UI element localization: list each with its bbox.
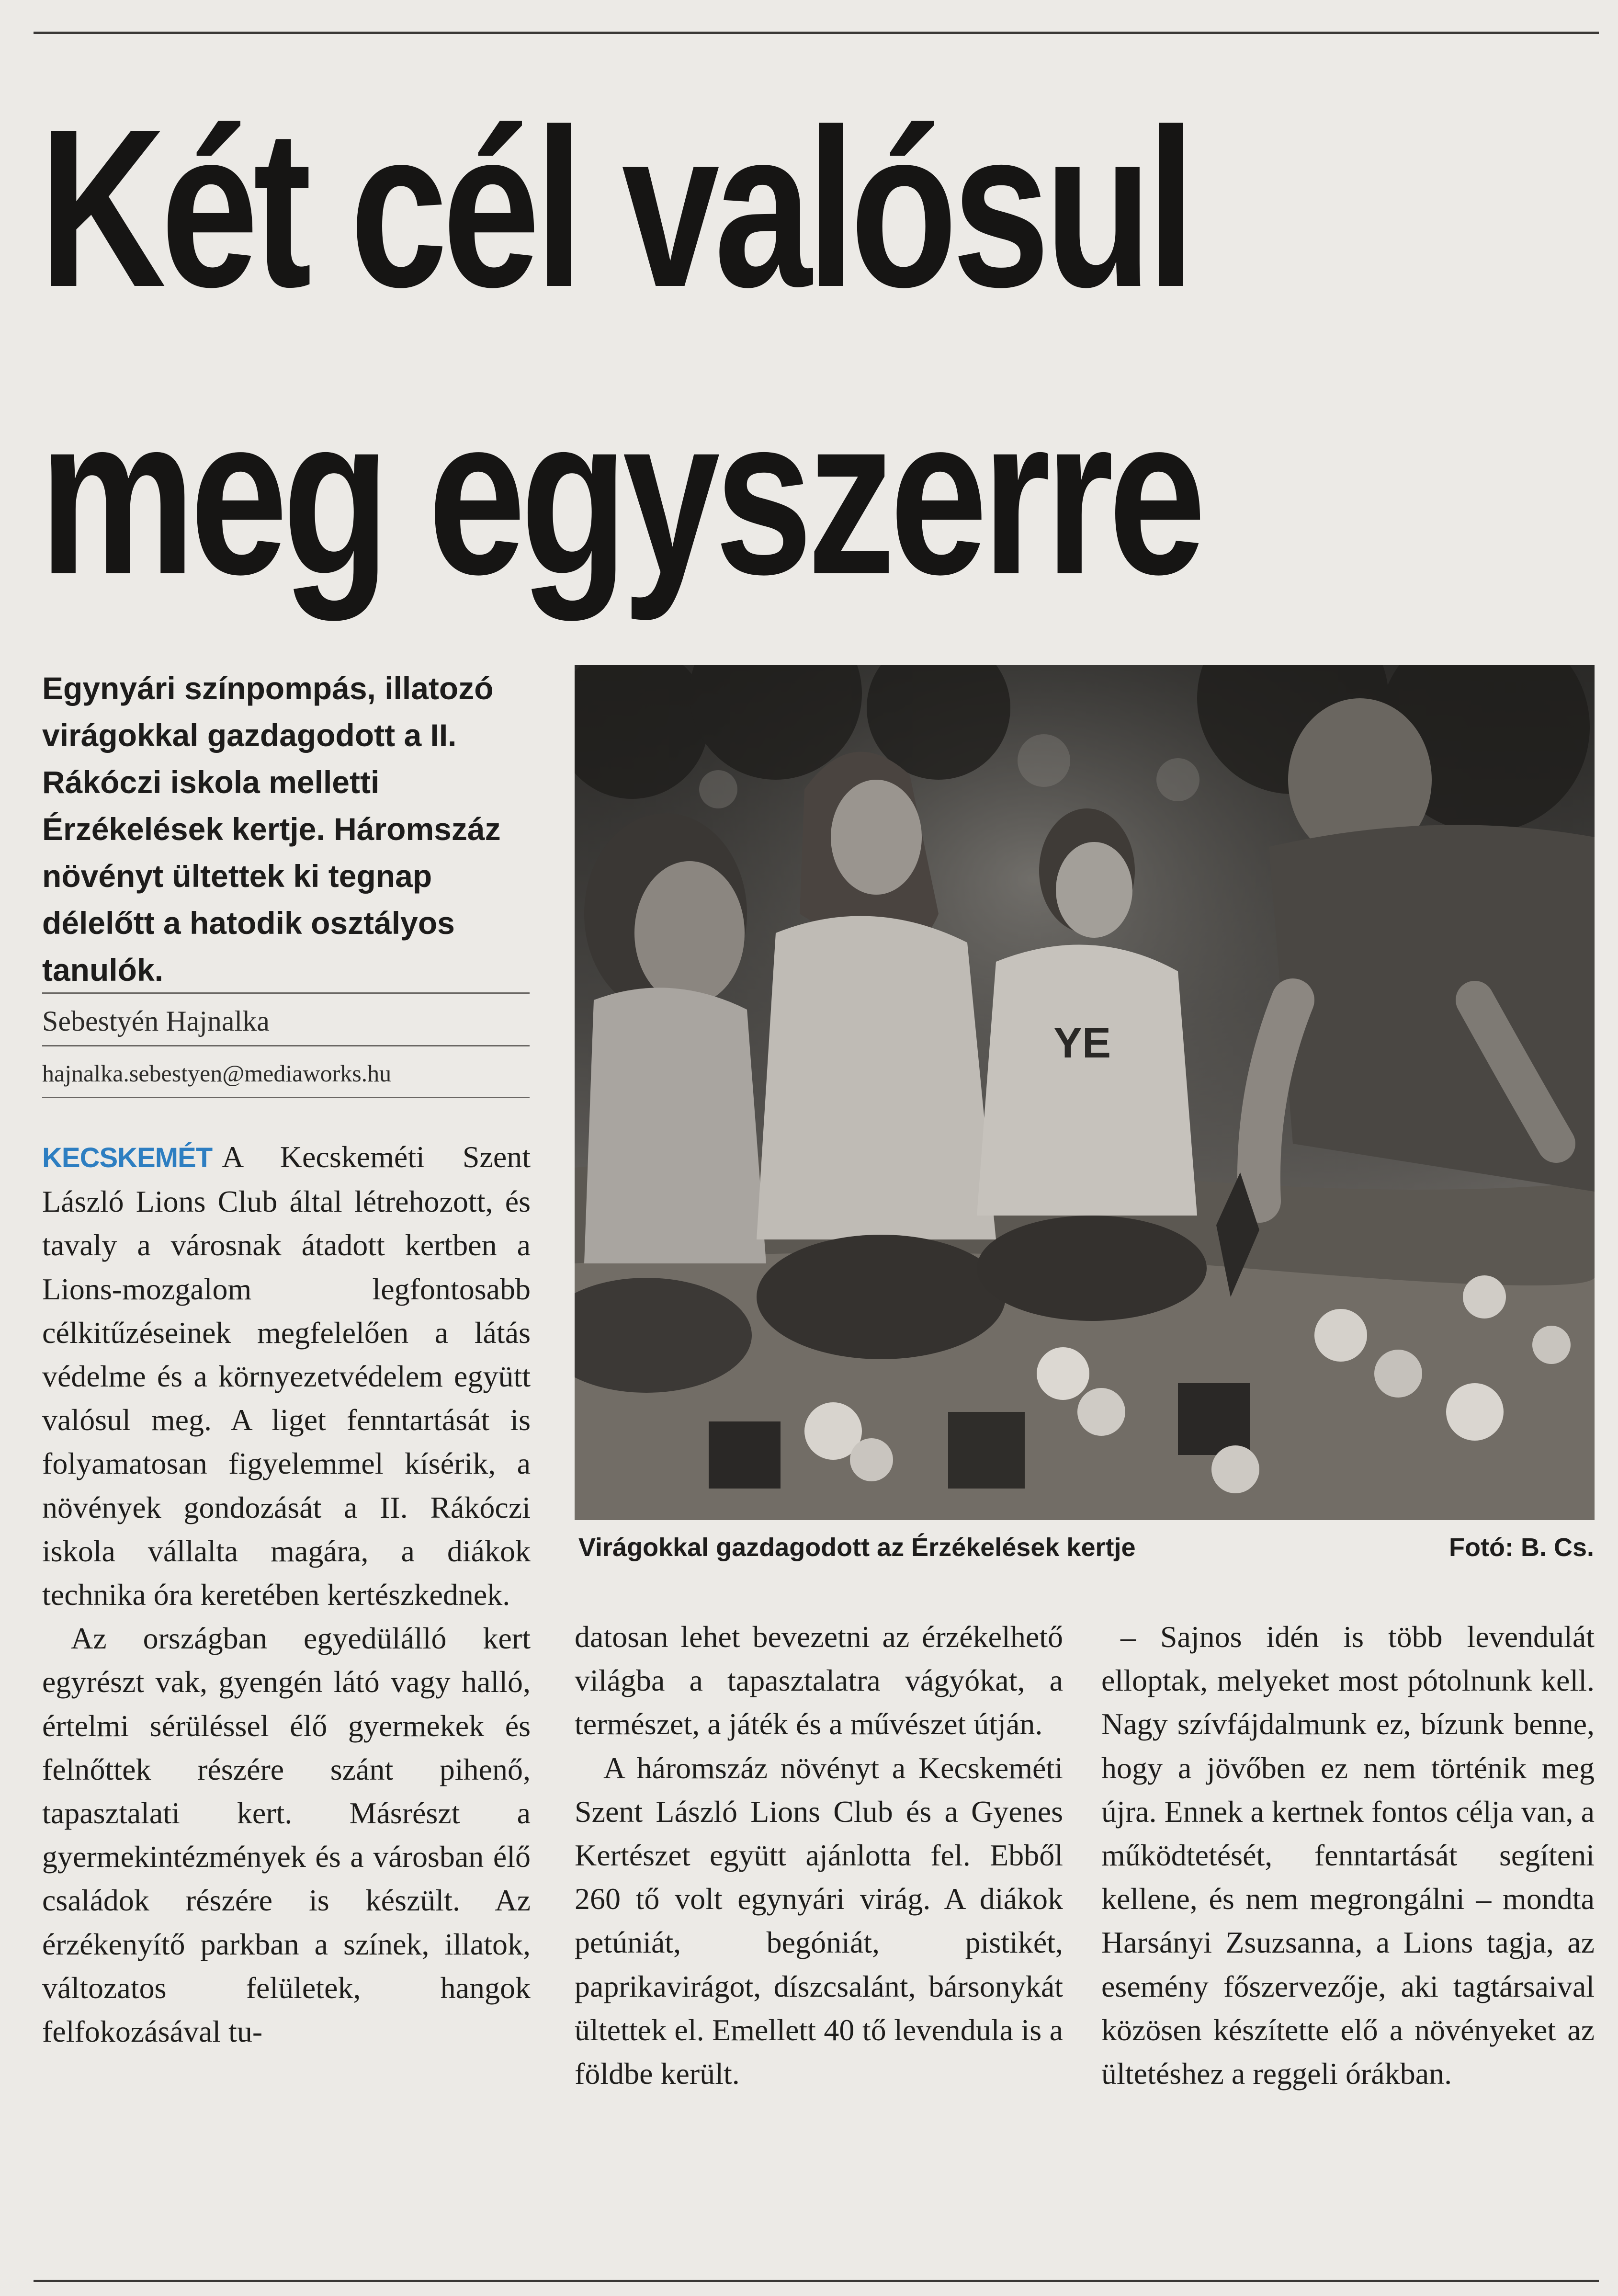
byline-bottom-rule <box>42 1097 530 1098</box>
bottom-rule <box>34 2280 1599 2282</box>
dateline: KECSKEMÉT <box>42 1142 213 1173</box>
paragraph: – Sajnos idén is több levendulát elloptak, melyeket most pótolnunk kell. Nagy szívfájdalmunk ez, bízunk benne, hogy a jövőben ez nem történik meg újra. Ennek a kertnek fontos célja van, a működtetését, fenntartását segíteni kellene, és nem megrongálni – mondta Harsányi Zsuzsanna, a Lions tagja, az esemény főszervezője, aki tagtársaival közösen készítette elő a növényeket az ültetéshez a reggeli órákban. <box>1101 1620 1595 2091</box>
paragraph-text: A Kecskeméti Szent László Lions Club által létrehozott, és tavaly a városnak átadott kertben a Lions-mozgalom legfontosabb célkitűzéseinek megfelelően a látás védelme és a környezetvédelem együtt valósul meg. A liget fenntartását is folyamatosan figyelemmel kísérik, a növények gondozását a II. Rákóczi iskola vállalta magára, a diákok technika óra keretében kertészkednek. <box>42 1140 531 1612</box>
headline-line-2: meg egyszerre <box>39 370 1201 621</box>
byline-top-rule <box>42 992 530 994</box>
byline-middle-rule <box>42 1045 530 1046</box>
paragraph: A háromszáz növényt a Kecskeméti Szent László Lions Club és a Gyenes Kertészet együtt ajánlotta fel. Ebből 260 tő volt egynyári virág. A diákok petúniát, begóniát, pistikét, paprikavirágot, díszcsalánt, bársonykát ültettek el. Emellett 40 tő levendula is a földbe került. <box>575 1750 1063 2091</box>
top-rule <box>34 32 1599 34</box>
paragraph: datosan lehet bevezetni az érzékelhető világba a tapasztalatra vágyókat, a természet, a játék és a művészet útján. <box>575 1620 1063 1741</box>
article-column-1 <box>42 1135 531 2053</box>
photo-caption: Virágokkal gazdagodott az Érzékelések kertje <box>578 1533 1136 1562</box>
photo-credit: Fotó: B. Cs. <box>1449 1533 1594 1562</box>
article-column-2 <box>575 1615 1063 2095</box>
paragraph: Az országban egyedülálló kert egyrészt vak, gyengén látó vagy halló, értelmi sérüléssel élő gyermekek és felnőttek részére szánt pihenő, tapasztalati kert. Másrészt a gyermekintézmények és a városban élő családok részére is készült. Az érzékenyítő parkban a színek, illatok, változatos felületek, hangok felfokozásával tu- <box>42 1621 531 2049</box>
paragraph <box>42 1135 531 1616</box>
article-column-3 <box>1101 1615 1595 2095</box>
byline-email: hajnalka.sebestyen@mediaworks.hu <box>42 1060 392 1087</box>
lead-paragraph: Egynyári színpompás, illatozó virágokkal gazdagodott a II. Rákóczi iskola melletti Érzékelések kertje. Háromszáz növényt ültettek ki tegnap délelőtt a hatodik osztályos tanulók. <box>42 671 501 988</box>
shirt-print: YE <box>1053 1019 1111 1067</box>
byline-author: Sebestyén Hajnalka <box>42 1005 270 1037</box>
headline-line-1: Két cél valósul <box>39 82 1190 334</box>
article-photo <box>575 665 1595 1520</box>
